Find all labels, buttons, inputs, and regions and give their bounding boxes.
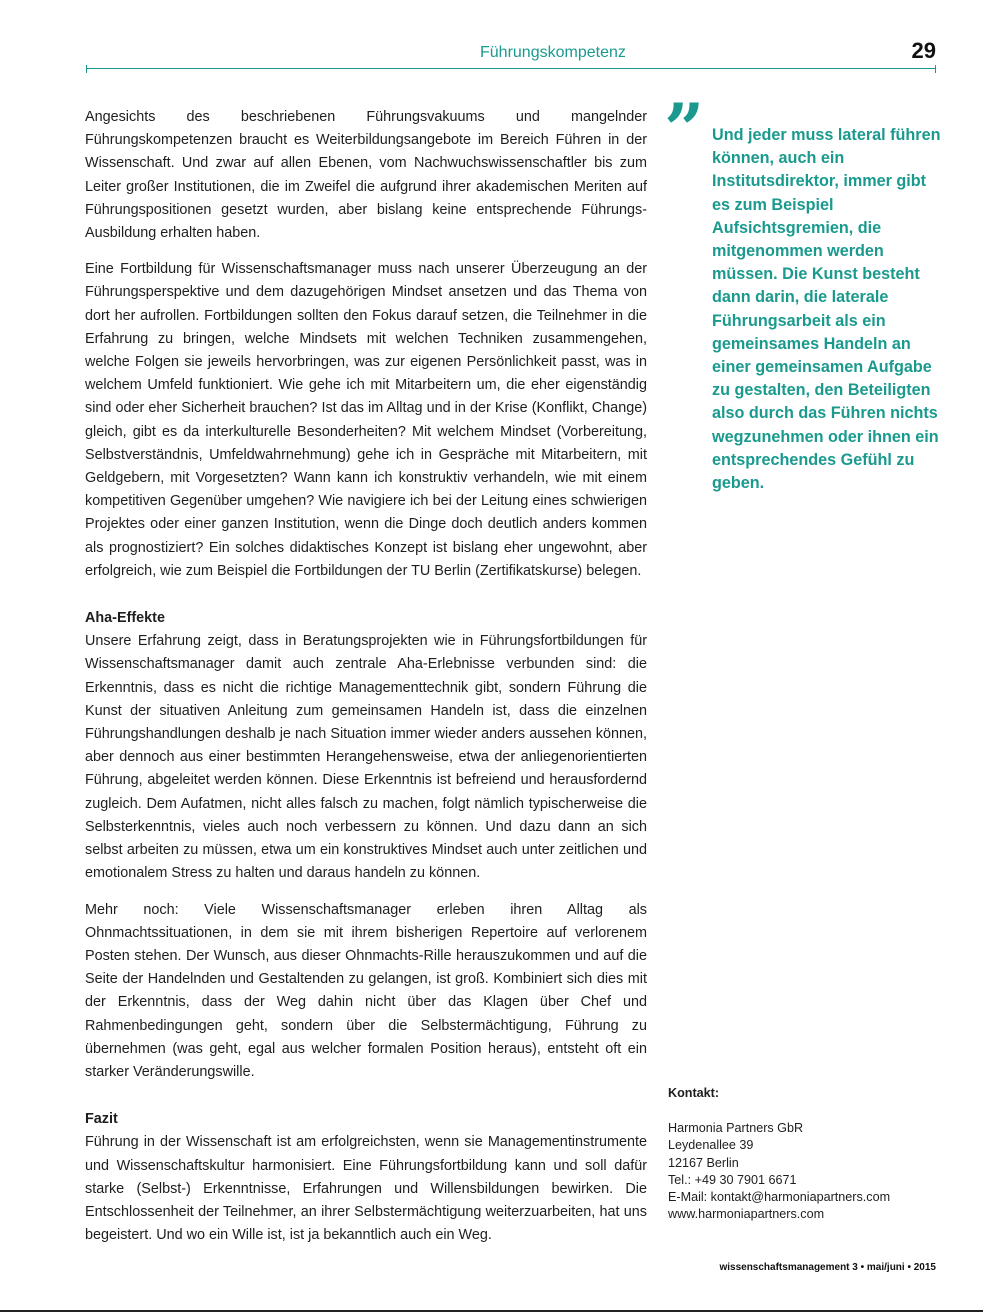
page-number: 29 — [911, 38, 936, 63]
quotation-mark-icon: ” — [664, 88, 705, 171]
body-paragraph: Unsere Erfahrung zeigt, dass in Beratungsprojekten wie in Führungsfortbildungen für Wissenschaftsmanager damit auch zentrale Aha-Erlebnisse verbunden sind: die Erkenntnis, dass es nicht die richtige Managementtechnik gibt, sondern Führung die Kunst der situativen Anleitung zum gemeinsamen Handeln ist, dass die einzelnen Führungshandlungen deshalb je nach Situation immer wieder anders aussehen können, aber dennoch aus einer bestimmten Herangehensweise, etwa der anliegenorientierten Führung, abgeleitet werden können. Diese Erkenntnis ist befreiend und herausfordernd zugleich. Dem Aufatmen, nicht alles falsch zu machen, folgt nämlich typischerweise die Selbsterkenntnis, vieles auch noch verbessern zu können. Und dazu dann an sich selbst arbeiten zu müssen, etwa um ein konstruktives Mindset auch unter zeitlichen und emotionalem Stress zu halten und daraus handeln zu können. — [85, 633, 647, 882]
contact-street: Leydenallee 39 — [668, 1138, 754, 1153]
section-heading-aha: Aha-Effekte — [85, 610, 165, 627]
header-rule — [86, 68, 936, 69]
body-paragraph: Mehr noch: Viele Wissenschaftsmanager erleben ihren Alltag als Ohnmachtssituationen, in dem sie mit ihrem bisherigen Repertoire auf verlorenem Posten stehen. Der Wunsch, aus dieser Ohnmachts-Rille herauszukommen und auf die Seite der Handelnden und Gestaltenden zu gelangen, ist groß. Kombiniert sich dies mit der Erkenntnis, dass der Weg dahin nicht über das Klagen über Chef und Rahmenbedingungen geht, sondern über die Selbstermächtigung, Führung zu übernehmen (was geht, egal aus welcher formalen Position heraus), entsteht oft ein starker Veränderungswille. — [85, 901, 647, 1080]
contact-website: www.harmoniapartners.com — [668, 1207, 825, 1222]
section-heading-fazit: Fazit — [85, 1111, 118, 1128]
main-article-column — [85, 106, 647, 1260]
contact-phone: Tel.: +49 30 7901 6671 — [668, 1172, 797, 1187]
bottom-rule — [0, 1310, 983, 1312]
footer-issue-line: wissenschaftsmanagement 3 • mai/juni • 2015 — [719, 1262, 936, 1273]
body-paragraph: Führung in der Wissenschaft ist am erfolgreichsten, wenn sie Managementinstrumente und Wissenschaftskultur harmonisiert. Eine Führungsfortbildung kann und soll dafür starke (Selbst-) Erkenntnisse, Erfahrungen und Willensbildungen bewirken. Die Entschlossenheit der Teilnehmer, an ihrer Selbstermächtigung weiterzuarbeiten, hat uns begeistert. Und wo ein Wille ist, ist ja bekanntlich auch ein Weg. — [85, 1134, 647, 1244]
contact-email: E-Mail: kontakt@harmoniapartners.com — [668, 1190, 891, 1205]
contact-city: 12167 Berlin — [668, 1155, 739, 1170]
body-paragraph: Eine Fortbildung für Wissenschaftsmanager muss nach unserer Überzeugung an der Führungsperspektive und dem dazugehörigen Mindset ansetzen und das Thema von dort her aufrollen. Fortbildungen sollten den Fokus darauf setzen, die Teilnehmer in die Erfahrung zu bringen, welche Mindsets mit welchen Techniken zusammengehen, welche Folgen sie jeweils hervorbringen, was zur eigenen Persönlichkeit passt, was in welchem Umfeld funktioniert. Wie gehe ich mit Mitarbeitern um, die eher eigenständig sind oder eher Sicherheit brauchen? Ist das im Alltag und in der Krise (Konflikt, Change) gleich, gibt es da interkulturelle Besonderheiten? Mit welchem Mindset (Vorbereitung, Selbstverständnis, Umfeldwahrnehmung) gehe ich in Gespräche mit Mitarbeitern, mit Geldgebern, mit Vorgesetzten? Wann kann ich konstruktiv verhandeln, wie mit einem kompetitiven Gegenüber umgehen? Wie navigiere ich bei der Leitung eines schwierigen Projektes oder einer ganzen Institution, wenn die Dinge doch deutlich anders kommen als prognostiziert? Ein solches didaktisches Konzept ist bislang eher ungewohnt, aber erfolgreich, wie zum Beispiel die Fortbildungen der TU Berlin (Zertifikatskurse) belegen. — [85, 261, 647, 579]
contact-company: Harmonia Partners GbR — [668, 1121, 804, 1136]
contact-block — [668, 1085, 938, 1223]
pull-quote: Und jeder muss lateral führen können, auch ein Institutsdirektor, immer gibt es zum Beispiel Aufsichtsgremien, die mitgenommen werden müssen. Die Kunst besteht dann darin, die laterale Führungsarbeit als ein gemeinsames Handeln an einer gemeinsamen Aufgabe zu gestalten, den Beteiligten also durch das Führen nichts wegzunehmen oder ihnen ein entsprechendes Gefühl zu geben. — [712, 126, 941, 493]
body-paragraph: Angesichts des beschriebenen Führungsvakuums und mangelnder Führungskompetenzen braucht es Weiterbildungsangebote im Bereich Führen in der Wissenschaft. Und zwar auf allen Ebenen, vom Nachwuchswissenschaftler bis zum Leiter großer Institutionen, die im Zweifel die aufgrund ihrer akademischen Meriten auf Führungspositionen gesetzt wurden, aber bislang keine entsprechende Führungs-Ausbildung erhalten haben. — [85, 109, 647, 242]
contact-heading: Kontakt: — [668, 1086, 720, 1100]
section-title: Führungskompetenz — [480, 44, 626, 61]
